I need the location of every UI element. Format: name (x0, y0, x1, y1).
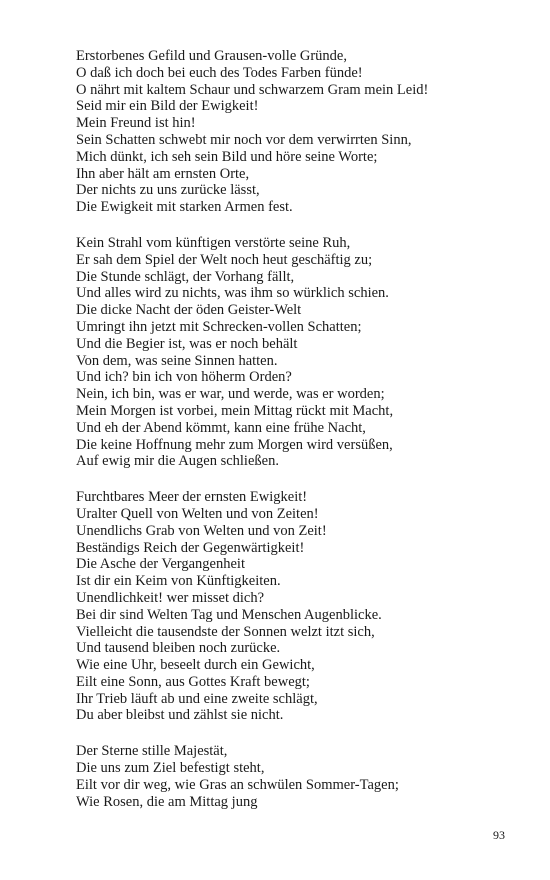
poem-line: Beständigs Reich der Gegenwärtigkeit! (76, 539, 305, 556)
poem-line: Und alles wird zu nichts, was ihm so würklich schien. (76, 285, 389, 302)
poem-line: O daß ich doch bei euch des Todes Farben fünde! (76, 64, 363, 81)
poem-line: Unendlichs Grab von Welten und von Zeit! (76, 522, 327, 539)
poem-line: Die dicke Nacht der öden Geister-Welt (76, 302, 302, 319)
stanza (76, 235, 516, 470)
poem-line: Und tausend bleiben noch zurücke. (76, 640, 281, 657)
poem-text (76, 48, 516, 829)
stanza (76, 489, 516, 724)
poem-line: Furchtbares Meer der ernsten Ewigkeit! (76, 489, 308, 506)
poem-line: Bei dir sind Welten Tag und Menschen Augenblicke. (76, 606, 382, 623)
poem-line: Seid mir ein Bild der Ewigkeit! (76, 98, 259, 115)
stanza (76, 48, 516, 216)
poem-line: Mich dünkt, ich seh sein Bild und höre seine Worte; (76, 148, 378, 165)
stanza (76, 743, 516, 810)
poem-line: Und die Begier ist, was er noch behält (76, 335, 298, 352)
poem-line: Von dem, was seine Sinnen hatten. (76, 352, 278, 369)
poem-line: Erstorbenes Gefild und Grausen-volle Gründe, (76, 48, 347, 64)
poem-line: Ist dir ein Keim von Künftigkeiten. (76, 573, 281, 590)
poem-line: Und eh der Abend kömmt, kann eine frühe Nacht, (76, 419, 366, 436)
poem-line: Die keine Hoffnung mehr zum Morgen wird versüßen, (76, 436, 393, 453)
poem-line: Eilt eine Sonn, aus Gottes Kraft bewegt; (76, 673, 310, 690)
poem-line: Der Sterne stille Majestät, (76, 743, 228, 760)
poem-line: Er sah dem Spiel der Welt noch heut geschäftig zu; (76, 251, 373, 268)
poem-line: Die uns zum Ziel befestigt steht, (76, 760, 265, 777)
poem-line: Umringt ihn jetzt mit Schrecken-vollen Schatten; (76, 318, 362, 335)
poem-line: Uralter Quell von Welten und von Zeiten! (76, 505, 319, 522)
poem-line: Vielleicht die tausendste der Sonnen welzt itzt sich, (76, 623, 375, 640)
poem-line: Die Asche der Vergangenheit (76, 556, 245, 573)
poem-line: Ihr Trieb läuft ab und eine zweite schlägt, (76, 690, 318, 707)
poem-line: Du aber bleibst und zählst sie nicht. (76, 707, 284, 724)
poem-line: Die Ewigkeit mit starken Armen fest. (76, 199, 293, 216)
poem-line: Mein Freund ist hin! (76, 115, 196, 132)
poem-line: Kein Strahl vom künftigen verstörte seine Ruh, (76, 234, 351, 251)
poem-line: Sein Schatten schwebt mir noch vor dem verwirrten Sinn, (76, 131, 412, 148)
poem-line: Die Stunde schlägt, der Vorhang fällt, (76, 268, 295, 285)
page-number: 93 (493, 828, 505, 842)
poem-line: Wie eine Uhr, beseelt durch ein Gewicht, (76, 657, 315, 674)
poem-line: Der nichts zu uns zurücke lässt, (76, 182, 260, 199)
poem-line: Eilt vor dir weg, wie Gras an schwülen Sommer-Tagen; (76, 776, 399, 793)
poem-line: O nährt mit kaltem Schaur und schwarzem Gram mein Leid! (76, 81, 429, 98)
poem-line: Wie Rosen, die am Mittag jung (76, 793, 258, 810)
poem-line: Auf ewig mir die Augen schließen. (76, 453, 279, 470)
poem-line: Mein Morgen ist vorbei, mein Mittag rückt mit Macht, (76, 402, 394, 419)
poem-line: Unendlichkeit! wer misset dich? (76, 589, 265, 606)
poem-line: Und ich? bin ich von höherm Orden? (76, 369, 292, 386)
poem-line: Ihn aber hält am ernsten Orte, (76, 165, 250, 182)
poem-line: Nein, ich bin, was er war, und werde, was er worden; (76, 386, 385, 403)
